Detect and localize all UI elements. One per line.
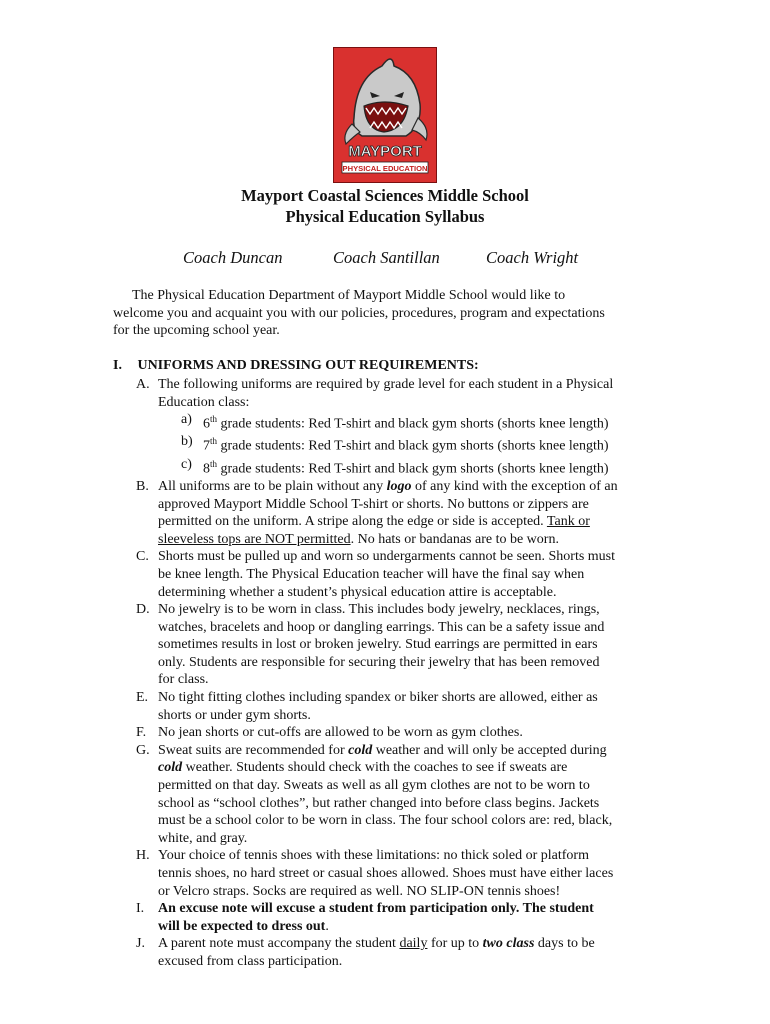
item-line <box>158 918 661 936</box>
item-letter: B. <box>136 478 149 494</box>
item-line: shorts or under gym shorts. <box>158 707 311 723</box>
sub-item-b <box>113 433 661 455</box>
ordinal-suffix: th <box>210 414 218 425</box>
school-name: Mayport Coastal Sciences Middle School <box>241 186 529 205</box>
intro-line: welcome you and acquaint you with our policies, procedures, program and expectations <box>113 305 605 321</box>
item-line: Shorts must be pulled up and worn so undergarments cannot be seen. Shorts must <box>158 549 616 565</box>
list-item-f <box>113 724 661 742</box>
shark-mascot-icon <box>334 48 436 182</box>
list-item-i <box>113 900 661 935</box>
document-title: Physical Education Syllabus <box>285 207 485 226</box>
coach-wright: Coach Wright <box>486 248 579 267</box>
logo-word-physical-education: PHYSICAL EDUCATION <box>342 164 428 173</box>
intro-paragraph <box>113 287 658 340</box>
list-item-g <box>113 742 661 848</box>
item-line: Your choice of tennis shoes with these limitations: no thick soled or platform <box>158 848 589 864</box>
list-item-c <box>113 548 661 601</box>
item-line: school as “school clothes”, but rather changed into before class begins. Jackets <box>158 795 600 811</box>
underlined-text: sleeveless tops are NOT permitted <box>158 531 351 547</box>
item-line: must be a school color to be worn in class. The four school colors are: red, black, <box>158 813 613 829</box>
item-line: be knee length. The Physical Education teacher will have the final say when <box>158 566 585 582</box>
item-line: No tight fitting clothes including spandex or biker shorts are allowed, either as <box>158 690 598 706</box>
item-line <box>158 478 661 496</box>
text-run: A parent note must accompany the student <box>158 936 400 952</box>
item-line: No jewelry is to be worn in class. This includes body jewelry, necklaces, rings, <box>158 602 600 618</box>
underlined-text: daily <box>399 936 428 952</box>
item-line <box>158 935 661 953</box>
list-item-b <box>113 478 661 548</box>
item-letter: G. <box>136 742 150 758</box>
ordinal-suffix: th <box>210 458 218 469</box>
item-letter: I. <box>136 901 145 917</box>
text-run: of any kind with the exception of an <box>411 478 618 494</box>
item-line <box>158 513 661 531</box>
item-letter: F. <box>136 725 147 741</box>
intro-line: The Physical Education Department of Mayport Middle School would like to <box>132 288 566 303</box>
list-item-e <box>113 689 661 724</box>
sub-item-a <box>113 411 661 433</box>
underlined-text: Tank or <box>546 514 590 530</box>
sub-letter: b) <box>181 434 193 450</box>
bold-text: will be expected to dress out <box>158 918 326 934</box>
item-line: or Velcro straps. Socks are required as well. NO SLIP-ON tennis shoes! <box>158 883 561 899</box>
logo-word-mayport: MAYPORT <box>348 143 422 160</box>
item-letter: C. <box>136 549 149 565</box>
text-run: . No hats or bandanas are to be worn. <box>350 531 559 547</box>
section-heading <box>113 358 479 374</box>
item-line: sometimes results in lost or broken jewelry. Stud earrings are permitted in ears <box>158 637 598 653</box>
item-line: No jean shorts or cut-offs are allowed to be worn as gym clothes. <box>158 725 523 741</box>
emphasis-cold: cold <box>158 760 183 776</box>
item-line: approved Mayport Middle School T-shirt or shorts. No buttons or zippers are <box>158 496 589 512</box>
list-item-j <box>113 935 661 970</box>
text-run: permitted on the uniform. A stripe along the edge or side is accepted. <box>158 514 547 530</box>
emphasis-cold: cold <box>348 742 373 758</box>
sub-item-c <box>113 456 661 478</box>
sub-item-text: grade students: Red T-shirt and black gym shorts (shorts knee length) <box>217 461 609 477</box>
sub-letter: c) <box>181 456 192 472</box>
sub-item-text: grade students: Red T-shirt and black gym shorts (shorts knee length) <box>217 439 609 455</box>
list-item-h <box>113 847 661 900</box>
item-line: only. Students are responsible for securing their jewelry that has been removed <box>158 654 600 670</box>
coach-duncan: Coach Duncan <box>183 248 283 267</box>
text-run: . <box>325 918 329 934</box>
item-line: determining whether a student’s physical education attire is acceptable. <box>158 584 557 600</box>
text-run: weather and will only be accepted during <box>372 742 607 758</box>
item-line: tennis shoes, no hard street or casual shoes allowed. Shoes must have either laces <box>158 866 614 881</box>
item-line <box>158 742 661 760</box>
requirements-list <box>113 376 661 971</box>
section-title: UNIFORMS AND DRESSING OUT REQUIREMENTS: <box>137 358 479 373</box>
item-line: An excuse note will excuse a student from participation only. The student <box>158 901 594 917</box>
item-line <box>158 531 661 549</box>
item-letter: H. <box>136 848 150 864</box>
sub-letter: a) <box>181 412 192 428</box>
list-item-d <box>113 601 661 689</box>
item-line <box>158 759 661 777</box>
list-item-a <box>113 376 661 411</box>
item-line: permitted on that day. Sweats as well as all gym clothes are not to be worn to <box>158 778 590 794</box>
item-letter: A. <box>136 377 150 392</box>
text-run: for up to <box>427 936 483 952</box>
item-line: white, and gray. <box>158 830 248 846</box>
grade-number: 8 <box>203 461 210 477</box>
emphasis-two-class: two class <box>482 936 535 952</box>
coach-santillan: Coach Santillan <box>333 248 440 267</box>
ordinal-suffix: th <box>210 436 218 447</box>
item-letter: D. <box>136 602 150 618</box>
item-line: Education class: <box>158 394 250 410</box>
text-run: Sweat suits are recommended for <box>158 742 349 758</box>
grade-number: 6 <box>203 416 210 432</box>
text-run: weather. Students should check with the coaches to see if sweats are <box>182 760 568 776</box>
item-letter: J. <box>136 936 145 952</box>
text-run: days to be <box>534 936 595 952</box>
item-line: for class. <box>158 672 209 688</box>
sub-item-text: grade students: Red T-shirt and black gym shorts (shorts knee length) <box>217 416 609 432</box>
text-run: All uniforms are to be plain without any <box>158 478 387 494</box>
section-numeral: I. <box>113 358 122 373</box>
item-line: watches, bracelets and hoop or dangling earrings. This can be a safety issue and <box>158 619 605 635</box>
item-line: excused from class participation. <box>158 953 343 969</box>
mayport-pe-logo <box>333 47 437 183</box>
intro-line: for the upcoming school year. <box>113 323 280 339</box>
emphasis-logo: logo <box>386 478 412 494</box>
item-line: The following uniforms are required by grade level for each student in a Physical <box>158 377 614 392</box>
item-letter: E. <box>136 690 149 706</box>
grade-number: 7 <box>203 439 210 455</box>
